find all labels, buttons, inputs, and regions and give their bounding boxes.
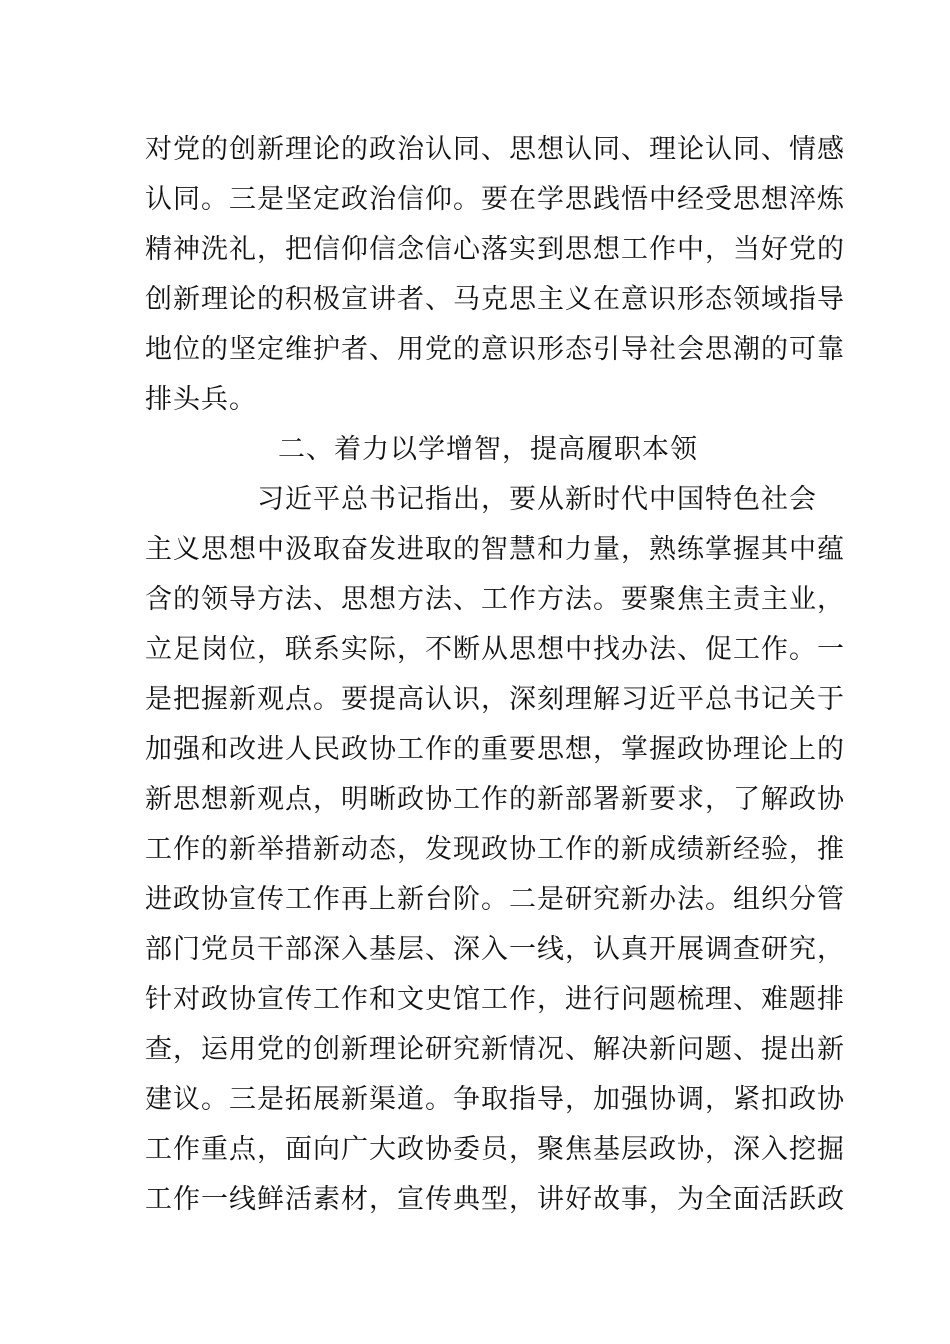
paragraph-line: 排头兵。 <box>145 384 257 415</box>
paragraph-line: 工作重点，面向广大政协委员，聚焦基层政协，深入挖掘 <box>145 1134 845 1165</box>
paragraph-line: 创新理论的积极宣讲者、马克思主义在意识形态领域指导 <box>145 284 845 315</box>
paragraph-line: 进政协宣传工作再上新台阶。二是研究新办法。组织分管 <box>145 884 845 915</box>
paragraph-line: 地位的坚定维护者、用党的意识形态引导社会思潮的可靠 <box>145 334 845 365</box>
paragraph-line: 立足岗位，联系实际，不断从思想中找办法、促工作。一 <box>145 634 845 665</box>
section-heading: 二、着力以学增智，提高履职本领 <box>278 434 698 465</box>
paragraph-line: 针对政协宣传工作和文史馆工作，进行问题梳理、难题排 <box>145 984 845 1015</box>
paragraph-line: 新思想新观点，明晰政协工作的新部署新要求，了解政协 <box>145 784 845 815</box>
paragraph-line: 认同。三是坚定政治信仰。要在学思践悟中经受思想淬炼 <box>145 184 845 215</box>
paragraph-line: 部门党员干部深入基层、深入一线，认真开展调查研究， <box>145 934 845 965</box>
paragraph-line: 加强和改进人民政协工作的重要思想，掌握政协理论上的 <box>145 734 845 765</box>
paragraph-line: 精神洗礼，把信仰信念信心落实到思想工作中，当好党的 <box>145 234 845 265</box>
paragraph-line: 建议。三是拓展新渠道。争取指导，加强协调，紧扣政协 <box>145 1084 845 1115</box>
paragraph-line: 对党的创新理论的政治认同、思想认同、理论认同、情感 <box>145 134 845 165</box>
paragraph-line: 习近平总书记指出，要从新时代中国特色社会 <box>257 484 817 515</box>
paragraph-line: 是把握新观点。要提高认识，深刻理解习近平总书记关于 <box>145 684 845 715</box>
paragraph-line: 含的领导方法、思想方法、工作方法。要聚焦主责主业， <box>145 584 845 615</box>
paragraph-line: 查，运用党的创新理论研究新情况、解决新问题、提出新 <box>145 1034 845 1065</box>
paragraph-line: 工作一线鲜活素材，宣传典型，讲好故事，为全面活跃政 <box>145 1184 845 1215</box>
paragraph-line: 工作的新举措新动态，发现政协工作的新成绩新经验，推 <box>145 834 845 865</box>
paragraph-line: 主义思想中汲取奋发进取的智慧和力量，熟练掌握其中蕴 <box>145 534 845 565</box>
